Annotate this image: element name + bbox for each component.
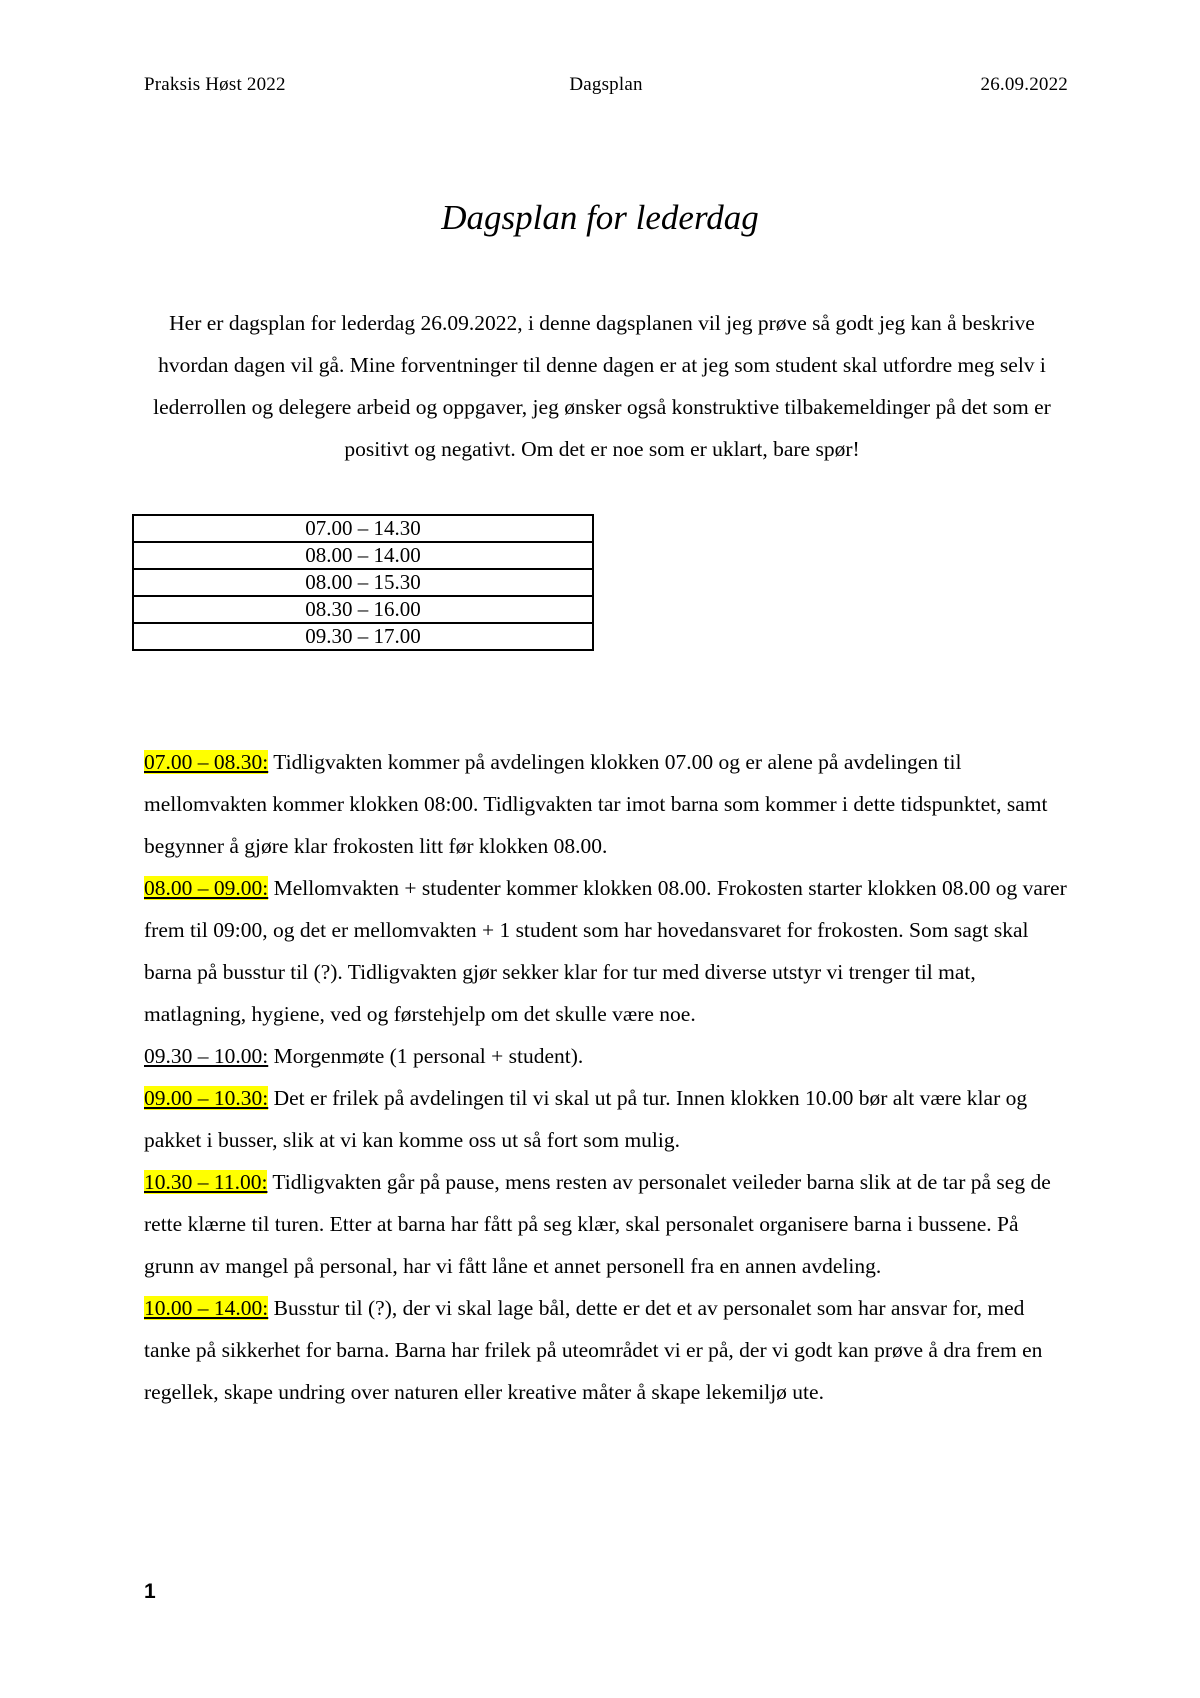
schedule-text: Det er frilek på avdelingen til vi skal ut på tur. Innen klokken 10.00 bør alt være klar og pakket i busser, slik at vi kan komme oss ut så fort som mulig. (144, 1086, 1028, 1152)
shift-cell: 08.00 – 14.00 (133, 542, 593, 569)
header-date: 26.09.2022 (980, 74, 1068, 95)
header-doc-title: Dagsplan (569, 74, 643, 95)
shift-cell: 08.30 – 16.00 (133, 596, 593, 623)
schedule-entry (144, 741, 1068, 867)
table-row (133, 623, 593, 650)
schedule-entry (144, 1287, 1068, 1413)
shift-cell: 07.00 – 14.30 (133, 515, 593, 542)
page-number: 1 (144, 1580, 156, 1603)
schedule-text: Morgenmøte (1 personal + student). (268, 1044, 584, 1068)
schedule-entry (144, 1161, 1068, 1287)
shift-cell: 09.30 – 17.00 (133, 623, 593, 650)
table-row (133, 569, 593, 596)
schedule-entry (144, 1035, 1068, 1077)
table-row (133, 515, 593, 542)
schedule-entry (144, 867, 1068, 1035)
table-row (133, 596, 593, 623)
schedule-text: Tidligvakten kommer på avdelingen klokken 07.00 og er alene på avdelingen til mellomvakten kommer klokken 08:00. Tidligvakten tar imot barna som kommer i dette tidspunktet, samt begynner å gjøre klar frokosten litt før klokken 08.00. (144, 750, 1048, 858)
shift-cell: 08.00 – 15.30 (133, 569, 593, 596)
schedule-text: Busstur til (?), der vi skal lage bål, dette er det et av personalet som har ansvar for, med tanke på sikkerhet for barna. Barna har frilek på uteområdet vi er på, der vi godt kan prøve å dra frem en regellek, skape undring over naturen eller kreative måter å skape lekemiljø ute. (144, 1296, 1043, 1404)
document-title: Dagsplan for lederdag (441, 198, 759, 237)
header-course: Praksis Høst 2022 (144, 74, 286, 95)
schedule-text: Mellomvakten + studenter kommer klokken 08.00. Frokosten starter klokken 08.00 og varer frem til 09:00, og det er mellomvakten + 1 student som har hovedansvaret for frokosten. Som sagt skal barna på busstur til (?). Tidligvakten gjør sekker klar for tur med diverse utstyr vi trenger til mat, matlagning, hygiene, ved og førstehjelp om det skulle være noe. (144, 876, 1067, 1026)
schedule-time: 09.00 – 10.30: (144, 1086, 269, 1110)
intro-paragraph: Her er dagsplan for lederdag 26.09.2022, i denne dagsplanen vil jeg prøve så godt jeg kan å beskrive hvordan dagen vil gå. Mine forventninger til denne dagen er at jeg som student skal utfordre meg selv i lederrollen og delegere arbeid og oppgaver, jeg ønsker også konstruktive tilbakemeldinger på det som er positivt og negativt. Om det er noe som er uklart, bare spør! (153, 311, 1051, 461)
schedule-text: Tidligvakten går på pause, mens resten av personalet veileder barna slik at de tar på seg de rette klærne til turen. Etter at barna har fått på seg klær, skal personalet organisere barna i bussene. På grunn av mangel på personal, har vi fått låne et annet personell fra en annen avdeling. (144, 1170, 1051, 1278)
shift-table (132, 514, 594, 651)
schedule-time: 09.30 – 10.00: (144, 1044, 269, 1068)
schedule-list (144, 741, 1068, 1413)
schedule-entry (144, 1077, 1068, 1161)
schedule-time: 10.30 – 11.00: (144, 1170, 268, 1194)
schedule-time: 08.00 – 09.00: (144, 876, 269, 900)
table-row (133, 542, 593, 569)
schedule-time: 10.00 – 14.00: (144, 1296, 269, 1320)
schedule-time: 07.00 – 08.30: (144, 750, 269, 774)
page-header (144, 74, 1068, 104)
